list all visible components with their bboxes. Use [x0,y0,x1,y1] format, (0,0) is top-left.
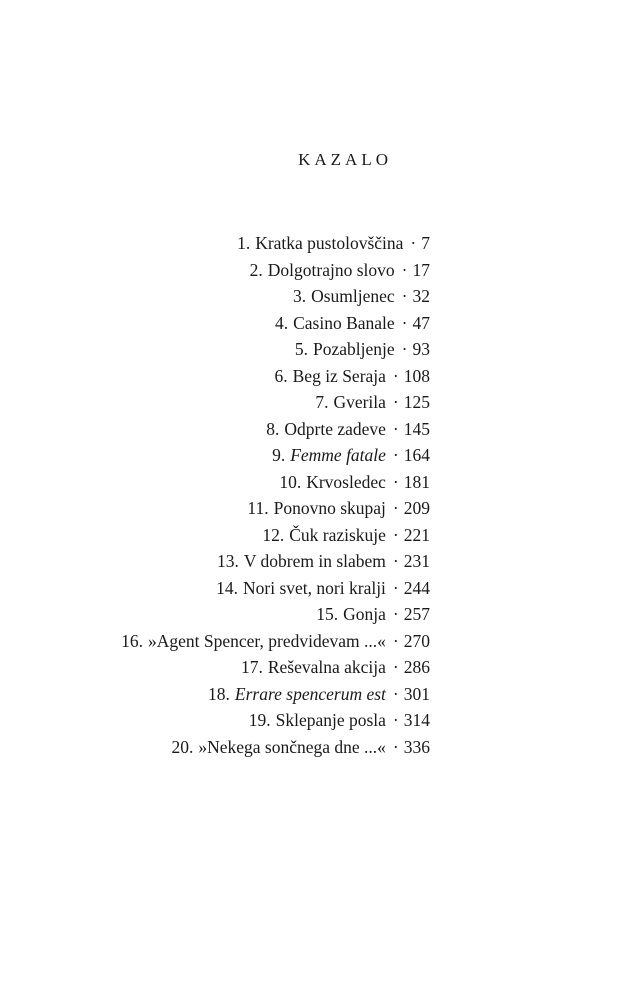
entry-title: V dobrem in slabem [243,551,386,571]
entry-separator: · [392,736,399,757]
entry-page: 209 [403,498,430,518]
entry-number: 15. [316,604,339,624]
entry-page: 221 [403,524,430,545]
toc-entry [0,389,430,416]
entry-page: 257 [403,604,430,624]
toc-entry [0,628,430,655]
entry-separator: · [410,233,417,253]
entry-number: 9. [272,445,286,465]
entry-separator: · [392,604,399,624]
entry-separator: · [392,471,399,492]
entry-title: Reševalna akcija [267,657,386,677]
toc-entry [0,230,430,257]
entry-title: Pozabljenje [313,339,395,359]
entry-number: 17. [240,657,263,677]
toc-entry [0,442,430,469]
entry-title: »Nekega sončnega dne ...« [198,736,386,757]
entry-number: 1. [237,233,251,253]
entry-title: Čuk raziskuje [289,524,386,545]
entry-page: 286 [403,657,430,677]
entry-page: 301 [403,683,430,704]
toc-entry [0,575,430,602]
entry-page: 164 [403,445,430,465]
entry-number: 8. [266,418,280,439]
entry-number: 3. [292,286,307,306]
entry-separator: · [392,683,399,704]
toc-entry [0,283,430,310]
toc-entry [0,310,430,337]
entry-number: 12. [262,524,285,545]
entry-page: 244 [403,577,430,598]
toc-entry [0,336,430,363]
entry-separator: · [392,392,399,412]
entry-number: 16. [121,630,143,651]
entry-page: 336 [403,736,430,757]
entry-number: 11. [247,498,269,518]
toc-entry [0,548,430,575]
entry-number: 13. [216,551,239,571]
entry-number: 6. [274,365,288,386]
entry-page: 270 [403,630,430,651]
entry-title: Gonja [343,604,386,624]
toc-heading: KAZALO [298,150,392,169]
entry-number: 19. [248,710,271,730]
entry-title: Odprte zadeve [284,418,386,439]
entry-page: 7 [421,233,430,253]
entry-number: 10. [279,471,302,492]
entry-separator: · [401,286,408,306]
toc-entry [0,601,430,628]
entry-separator: · [392,577,399,598]
toc-entry [0,495,430,522]
entry-number: 14. [216,577,239,598]
entry-separator: · [392,498,399,518]
toc-entry [0,522,430,549]
entry-title: Gverila [333,392,386,412]
entry-title: Beg iz Seraja [292,365,386,386]
entry-title: Kratka pustolovščina [255,233,404,253]
entry-number: 2. [249,259,263,280]
toc-entry [0,469,430,496]
toc-entry [0,257,430,284]
entry-page: 314 [403,710,430,730]
entry-separator: · [401,312,408,333]
toc-entry [0,734,430,761]
entry-page: 17 [412,259,430,280]
entry-page: 93 [412,339,430,359]
toc-entry [0,416,430,443]
toc-entry [0,654,430,681]
entry-page: 231 [403,551,430,571]
entry-title: Sklepanje posla [275,710,386,730]
entry-separator: · [401,339,408,359]
table-of-contents [0,230,430,760]
entry-page: 145 [403,418,430,439]
entry-title: Ponovno skupaj [273,498,386,518]
entry-number: 5. [294,339,309,359]
entry-separator: · [392,710,399,730]
entry-page: 181 [403,471,430,492]
entry-title: Errare spencerum est [234,683,386,704]
entry-separator: · [392,551,399,571]
entry-title: »Agent Spencer, predvidevam ...« [148,630,386,651]
entry-separator: · [392,524,399,545]
entry-separator: · [392,418,399,439]
entry-page: 32 [412,286,430,306]
entry-title: Femme fatale [290,445,386,465]
entry-separator: · [401,259,408,280]
entry-number: 7. [315,392,329,412]
entry-separator: · [392,657,399,677]
toc-entry [0,363,430,390]
entry-title: Krvosledec [306,471,386,492]
entry-page: 47 [412,312,430,333]
entry-title: Dolgotrajno slovo [267,259,395,280]
entry-number: 18. [208,683,230,704]
entry-title: Osumljenec [311,286,395,306]
entry-page: 125 [403,392,430,412]
entry-page: 108 [403,365,430,386]
entry-title: Nori svet, nori kralji [243,577,386,598]
entry-separator: · [392,445,399,465]
entry-separator: · [392,630,399,651]
entry-separator: · [392,365,399,386]
entry-number: 20. [171,736,194,757]
entry-number: 4. [274,312,289,333]
toc-entry [0,707,430,734]
toc-entry [0,681,430,708]
entry-title: Casino Banale [293,312,395,333]
